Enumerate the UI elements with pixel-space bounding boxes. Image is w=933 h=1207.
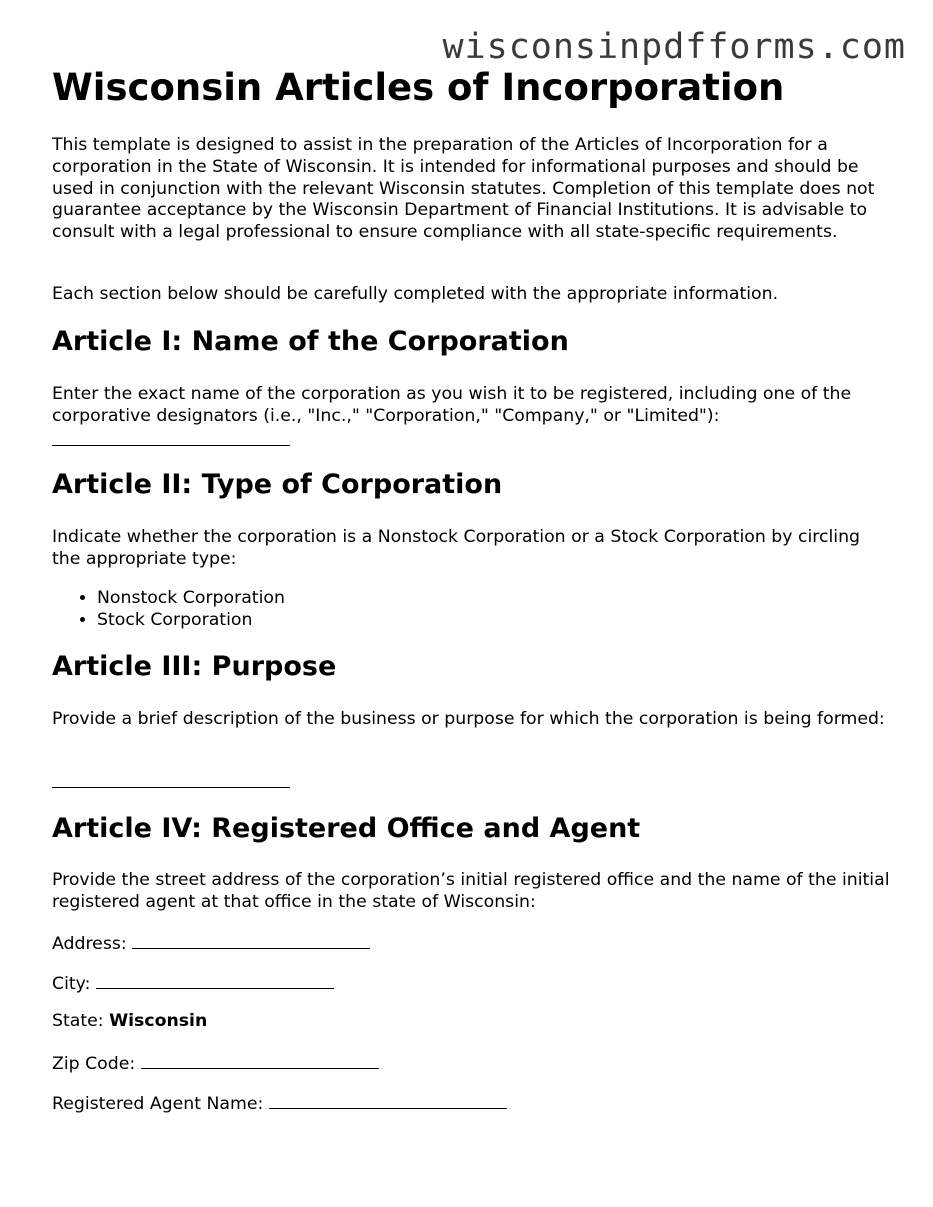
agent-label: Registered Agent Name: <box>52 1094 269 1114</box>
list-item-stock[interactable]: • Stock Corporation <box>97 610 285 632</box>
article-1-heading: Article I: Name of the Corporation <box>52 326 569 357</box>
zip-label: Zip Code: <box>52 1054 141 1074</box>
corporation-type-list <box>52 588 285 632</box>
intro-paragraph: This template is designed to assist in the preparation of the Articles of Incorporation for a corporation in the State of Wisconsin. It is intended for informational purposes and should be used in conjunction with the relevant Wisconsin statutes. Completion of this template does not guarantee acceptance by the Wisconsin Department of Financial Institutions. It is advisable to consult with a legal professional to ensure compliance with all state-specific requirements. <box>52 135 875 243</box>
state-row <box>52 1011 892 1033</box>
city-field[interactable] <box>96 971 334 989</box>
city-label: City: <box>52 974 96 994</box>
article-1-text: Enter the exact name of the corporation as you wish it to be registered, including one of the corporative designators (i.e., "Inc.," "Corporation," "Company," or "Limited"): <box>52 384 852 426</box>
corporation-name-blank[interactable] <box>52 428 290 446</box>
article-4-text: Provide the street address of the corporation’s initial registered office and the name of the initial registered agent at that office in the state of Wisconsin: <box>52 870 890 912</box>
article-3-purpose-field[interactable] <box>52 770 892 795</box>
address-label: Address: <box>52 934 133 954</box>
article-3-text: Provide a brief description of the business or purpose for which the corporation is being formed: <box>52 709 885 729</box>
article-2-text: Indicate whether the corporation is a Nonstock Corporation or a Stock Corporation by circling the appropriate type: <box>52 527 861 569</box>
agent-row <box>52 1091 892 1116</box>
list-item-nonstock[interactable]: • Nonstock Corporation <box>97 588 285 610</box>
purpose-blank[interactable] <box>52 770 290 788</box>
address-row <box>52 931 892 956</box>
state-label: State: <box>52 1011 110 1031</box>
instruction-paragraph: Each section below should be carefully completed with the appropriate information. <box>52 284 779 304</box>
agent-name-field[interactable] <box>269 1091 507 1109</box>
page-title: Wisconsin Articles of Incorporation <box>52 66 785 109</box>
article-2-heading: Article II: Type of Corporation <box>52 469 503 500</box>
article-3-heading: Article III: Purpose <box>52 651 337 682</box>
article-1-name-field[interactable] <box>52 428 892 453</box>
address-field[interactable] <box>132 931 370 949</box>
state-value: Wisconsin <box>109 1011 208 1031</box>
watermark-site-name: wisconsinpdfforms.com <box>442 27 906 67</box>
article-4-heading: Article IV: Registered Office and Agent <box>52 813 641 844</box>
zip-row <box>52 1051 892 1076</box>
city-row <box>52 971 892 996</box>
zip-field[interactable] <box>141 1051 379 1069</box>
